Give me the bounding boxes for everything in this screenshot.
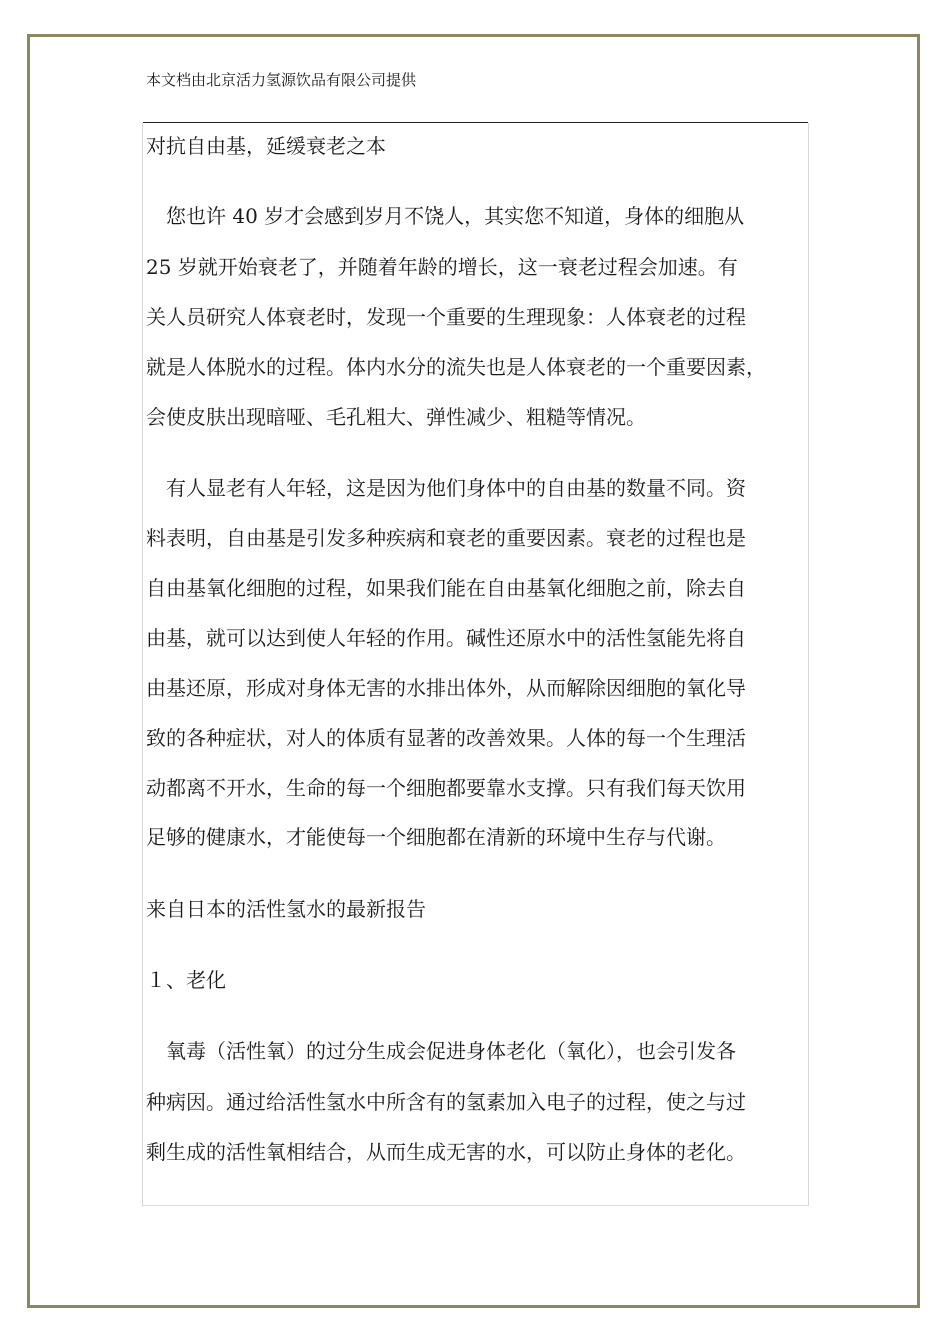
- section-heading: 来自日本的活性氢水的最新报告: [146, 897, 426, 921]
- paragraph-line: 动都离不开水，生命的每一个细胞都要靠水支撑。只有我们每天饮用: [146, 776, 746, 800]
- paragraph-line: 关人员研究人体衰老时，发现一个重要的生理现象：人体衰老的过程: [146, 305, 746, 329]
- paragraph-line: 25 岁就开始衰老了，并随着年龄的增长，这一衰老过程会加速。有: [146, 255, 738, 279]
- paragraph-line: 有人显老有人年轻，这是因为他们身体中的自由基的数量不同。资: [166, 476, 746, 500]
- paragraph-line: 料表明，自由基是引发多种疾病和衰老的重要因素。衰老的过程也是: [146, 526, 746, 550]
- paragraph-line: 会使皮肤出现暗哑、毛孔粗大、弹性减少、粗糙等情况。: [146, 405, 646, 429]
- paragraph-line: 足够的健康水，才能使每一个细胞都在清新的环境中生存与代谢。: [146, 825, 726, 849]
- header-provider-note: 本文档由北京活力氢源饮品有限公司提供: [146, 71, 417, 89]
- paragraph-line: 由基还原，形成对身体无害的水排出体外，从而解除因细胞的氧化导: [146, 676, 746, 700]
- paragraph-line: 自由基氧化细胞的过程，如果我们能在自由基氧化细胞之前，除去自: [146, 576, 746, 600]
- paragraph-line: 氧毒（活性氧）的过分生成会促进身体老化（氧化），也会引发各: [166, 1039, 736, 1063]
- paragraph-line: 种病因。通过给活性氢水中所含有的氢素加入电子的过程，使之与过: [146, 1090, 746, 1114]
- paragraph-line: 由基，就可以达到使人年轻的作用。碱性还原水中的活性氢能先将自: [146, 626, 746, 650]
- document-title: 对抗自由基，延缓衰老之本: [146, 134, 386, 158]
- item-heading: １、老化: [146, 968, 226, 992]
- paragraph-line: 就是人体脱水的过程。体内水分的流失也是人体衰老的一个重要因素，: [146, 355, 766, 379]
- paragraph-line: 您也许 40 岁才会感到岁月不饶人，其实您不知道，身体的细胞从: [166, 204, 745, 228]
- paragraph-line: 致的各种症状，对人的体质有显著的改善效果。人体的每一个生理活: [146, 726, 746, 750]
- paragraph-line: 剩生成的活性氧相结合，从而生成无害的水，可以防止身体的老化。: [146, 1140, 746, 1164]
